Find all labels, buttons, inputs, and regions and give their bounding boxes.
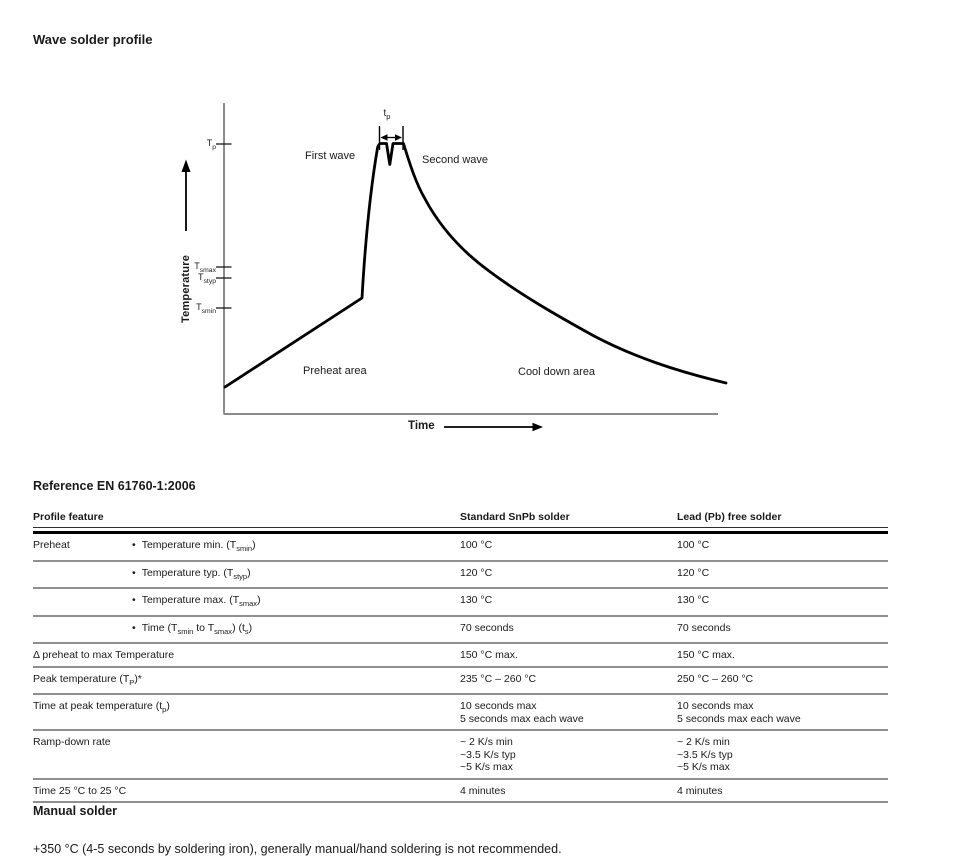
table-row [33,534,888,562]
snpb-value-cell: 130 °C [460,594,493,607]
pbfree-value-cell: 10 seconds max 5 seconds max each wave [677,700,801,725]
feature-cell [128,539,460,556]
table-row [33,731,888,780]
snpb-value-cell: 150 °C max. [460,649,518,662]
table-row [33,562,888,590]
feature-cell [128,622,460,639]
subscript-text: P [129,677,135,687]
time-arrow-head [533,423,544,432]
pbfree-value-cell: 120 °C [677,566,710,579]
feature-text: Δ preheat to max Temperature [33,649,175,662]
table-row [33,780,888,804]
group-cell [33,622,128,639]
pbfree-value-cell: 100 °C [677,539,710,551]
manual-solder-heading: Manual solder [33,804,118,818]
table-body [33,534,888,803]
pbfree-value-cell: 70 seconds [677,621,731,634]
subscript-text: s [244,626,249,636]
subscript-text: smax [214,626,233,636]
table-row [33,589,888,617]
feature-text: Temperature min. (T [141,539,237,551]
pbfree-value-cell: 250 °C – 260 °C [677,672,754,685]
table-row [33,644,888,668]
group-cell [33,594,128,611]
snpb-value-cell: 120 °C [460,566,493,579]
bullet-icon: • [132,539,136,551]
pbfree-value-cell: 150 °C max. [677,649,735,662]
solder-profile-table [33,511,888,803]
table-header-row [33,511,888,528]
solder-profile-curve [225,144,726,388]
snpb-value-cell: 70 seconds [460,621,514,634]
feature-text: ) (t [232,621,245,634]
feature-text: Temperature typ. (T [141,566,234,579]
feature-text: ) [248,621,253,634]
column-header-feature: Profile feature [33,511,104,523]
feature-text: Ramp-down rate [33,736,111,749]
feature-text: Time 25 °C to 25 °C [33,784,127,797]
feature-text: )* [134,672,142,685]
feature-cell [33,649,460,662]
feature-text: to T [193,621,215,634]
second-wave-label: Second wave [422,154,489,166]
tick-label-tstyp: $T_{styp}$ [198,271,216,285]
manual-solder-note: +350 °C (4-5 seconds by soldering iron), generally manual/hand soldering is not recommended. [33,842,562,856]
subscript-text: smin [177,626,194,636]
reference-heading: Reference EN 61760-1:2006 [33,479,196,493]
feature-text: ) [166,700,170,713]
feature-cell [33,673,460,690]
feature-cell [33,736,460,774]
subscript-text: smax [239,599,258,609]
subscript-text: p [162,705,167,715]
tick-label-tsmax: $T_{smax}$ [194,260,216,274]
tp-marker-arrow-right [395,134,402,141]
x-axis-label: Time [408,420,435,432]
feature-text: Peak temperature (T [33,672,130,685]
feature-text: Temperature max. (T [141,594,240,607]
tick-label-tsmin: $T_{smin}$ [196,301,216,315]
tp-marker-arrow-left [381,134,388,141]
feature-cell [128,567,460,584]
group-cell: Preheat [33,539,70,551]
page-title: Wave solder profile [33,32,153,47]
feature-text: Time (T [141,621,178,634]
pbfree-value-cell: 130 °C [677,594,710,607]
y-axis-label: Temperature [180,254,192,323]
column-header-pbfree: Lead (Pb) free solder [677,511,782,523]
preheat-area-label: Preheat area [303,365,367,377]
column-header-snpb: Standard SnPb solder [460,511,570,523]
snpb-value-cell: 235 °C – 260 °C [460,672,537,685]
feature-text: ) [257,594,261,607]
table-row [33,668,888,696]
group-cell [33,567,128,584]
bullet-icon: • [132,621,136,634]
pbfree-value-cell: 4 minutes [677,784,723,797]
subscript-text: styp [233,571,248,581]
tp-duration-label: $t_p$ [383,108,391,121]
feature-text: Time at peak temperature (t [33,700,163,713]
snpb-value-cell: 100 °C [460,539,493,551]
snpb-value-cell: ~ 2 K/s min ~3.5 K/s typ ~5 K/s max [460,736,516,774]
tick-label-tp: $T_p$ [206,137,216,151]
table-row [33,695,888,731]
feature-cell [33,700,460,725]
table-row [33,617,888,645]
first-wave-label: First wave [305,150,356,162]
snpb-value-cell: 10 seconds max 5 seconds max each wave [460,700,584,725]
feature-text: ) [252,539,256,551]
feature-cell [33,785,460,798]
bullet-icon: • [132,566,136,579]
feature-text: ) [247,566,251,579]
snpb-value-cell: 4 minutes [460,784,506,797]
cooldown-area-label: Cool down area [518,366,596,378]
subscript-text: smin [236,544,253,554]
bullet-icon: • [132,594,136,607]
feature-cell [128,594,460,611]
temperature-arrow-head [182,160,191,173]
pbfree-value-cell: ~ 2 K/s min ~3.5 K/s typ ~5 K/s max [677,736,733,774]
